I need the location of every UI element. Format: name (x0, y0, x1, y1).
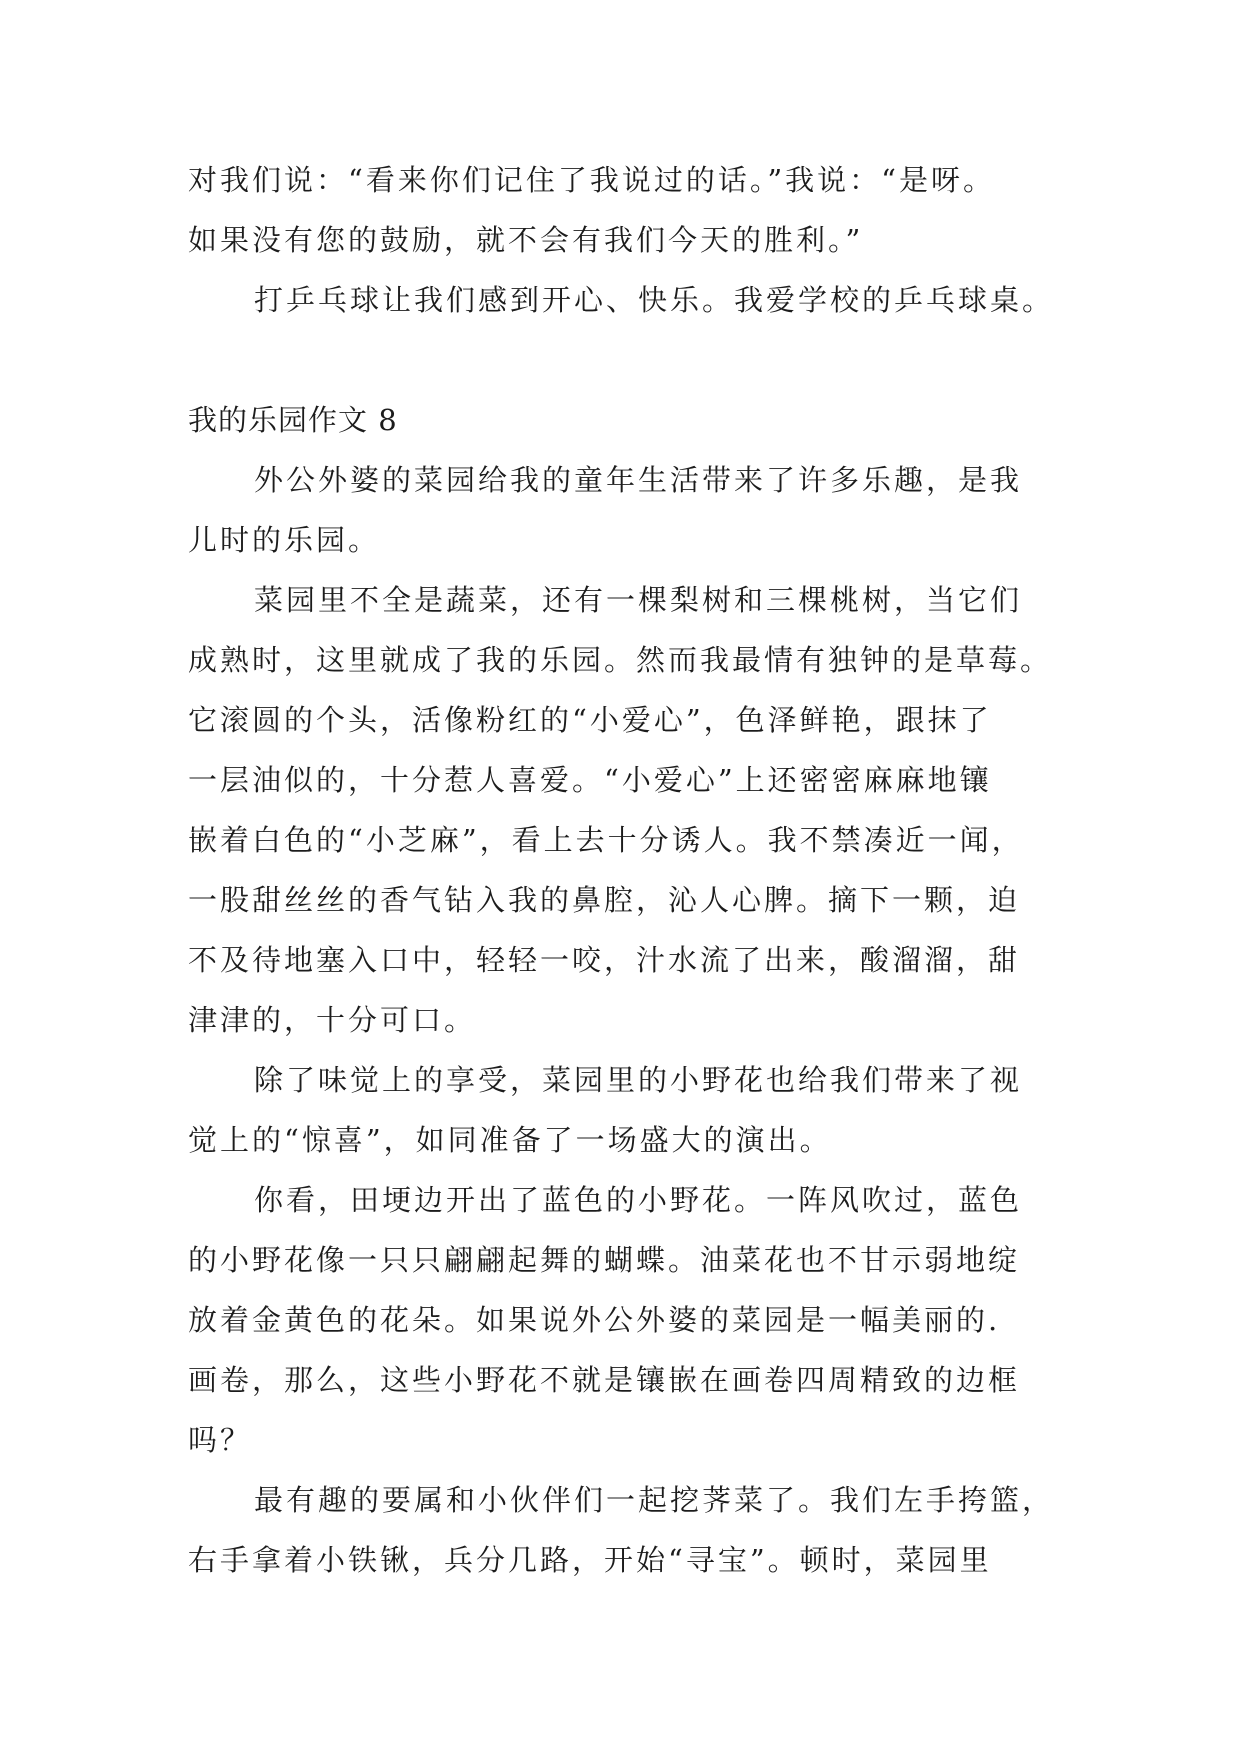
text-line: 菜园里不全是蔬菜，还有一棵梨树和三棵桃树，当它们 (254, 583, 1023, 617)
text-line: 它滚圆的个头，活像粉红的“小爱心”，色泽鲜艳，跟抹了 (188, 703, 992, 737)
text-line: 成熟时，这里就成了我的乐园。然而我最情有独钟的是草莓。 (188, 643, 1053, 677)
section-heading: 我的乐园作文 8 (188, 403, 398, 437)
text-line: 除了味觉上的享受，菜园里的小野花也给我们带来了视 (254, 1063, 1023, 1097)
text-line: 不及待地塞入口中，轻轻一咬，汁水流了出来，酸溜溜，甜 (188, 943, 1021, 977)
text-line: 打乒乓球让我们感到开心、快乐。我爱学校的乒乓球桌。 (254, 283, 1055, 317)
text-line: 嵌着白色的“小芝麻”，看上去十分诱人。我不禁凑近一闻， (188, 823, 1024, 857)
document-body (188, 150, 1058, 1590)
text-line: 右手拿着小铁锹，兵分几路，开始“寻宝”。顿时，菜园里 (188, 1543, 992, 1577)
text-line: 觉上的“惊喜”，如同准备了一场盛大的演出。 (188, 1123, 832, 1157)
text-line: 吗？ (188, 1423, 253, 1457)
text-line: 如果没有您的鼓励，就不会有我们今天的胜利。” (188, 223, 864, 257)
text-line: 放着金黄色的花朵。如果说外公外婆的菜园是一幅美丽的. (188, 1303, 1001, 1337)
text-line: 一层油似的，十分惹人喜爱。“小爱心”上还密密麻麻地镶 (188, 763, 992, 797)
text-line: 儿时的乐园。 (188, 523, 381, 557)
text-line: 一股甜丝丝的香气钻入我的鼻腔，沁人心脾。摘下一颗，迫 (188, 883, 1021, 917)
text-line: 津津的，十分可口。 (188, 1003, 477, 1037)
text-line: 外公外婆的菜园给我的童年生活带来了许多乐趣，是我 (254, 463, 1023, 497)
text-line: 最有趣的要属和小伙伴们一起挖荠菜了。我们左手挎篮， (254, 1483, 1055, 1517)
text-line: 你看，田埂边开出了蓝色的小野花。一阵风吹过，蓝色 (254, 1183, 1023, 1217)
section-gap (188, 330, 1058, 390)
text-line: 对我们说：“看来你们记住了我说过的话。”我说：“是呀。 (188, 163, 995, 197)
text-line: 画卷，那么，这些小野花不就是镶嵌在画卷四周精致的边框 (188, 1363, 1021, 1397)
text-line: 的小野花像一只只翩翩起舞的蝴蝶。油菜花也不甘示弱地绽 (188, 1243, 1021, 1277)
